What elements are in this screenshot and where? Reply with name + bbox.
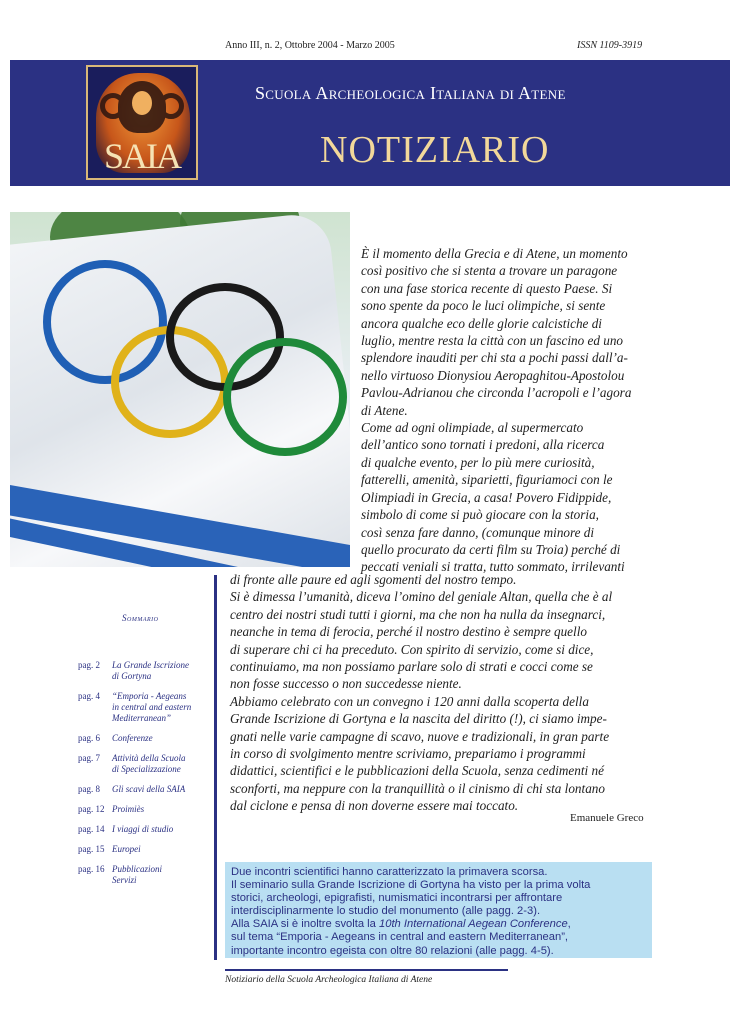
toc-page-number: pag. 8 <box>78 784 100 794</box>
editorial-line: in corso di svolgimento mentre scriviamo, prepariamo i programmi <box>230 746 586 762</box>
toc-title-line: Proimiès <box>112 804 145 814</box>
editorial-line: simbolo di come si può giocare con la storia, <box>361 507 599 523</box>
editorial-body <box>230 571 720 815</box>
toc-title <box>112 691 191 724</box>
toc-title <box>112 753 186 775</box>
toc-page-number: pag. 12 <box>78 804 105 814</box>
toc-title-line: Europei <box>112 844 141 854</box>
toc-item[interactable] <box>78 784 208 795</box>
editorial-line: Si è dimessa l’umanità, diceva l’omino del geniale Altan, quella che è al <box>230 589 613 605</box>
editorial-line: continuiamo, ma non possiamo parlare solo di strati e cocci come se <box>230 659 593 675</box>
toc-item[interactable] <box>78 844 208 855</box>
olympic-rings-icon <box>10 212 350 567</box>
toc-title-line: Pubblicazioni <box>112 864 162 874</box>
toc-title-line: in central and eastern <box>112 702 192 712</box>
highlight-text: Alla SAIA si è inoltre svolta la <box>231 918 379 931</box>
toc-title-line: “Emporia - Aegeans <box>112 691 187 701</box>
toc-page-number: pag. 4 <box>78 691 100 701</box>
toc-title-line: Attività della Scuola <box>112 753 186 763</box>
toc-item[interactable] <box>78 864 208 886</box>
vertical-divider <box>214 575 217 960</box>
toc-item[interactable] <box>78 691 208 724</box>
toc-page-number: pag. 7 <box>78 753 100 763</box>
toc-title-line: di Specializzazione <box>112 764 181 774</box>
editorial-line: quello procurato da certi film su Troia) perché di <box>361 541 621 557</box>
editorial-line: È il momento della Grecia e di Atene, un momento <box>361 246 628 261</box>
author-signature: Emanuele Greco <box>570 812 644 824</box>
toc-page-number: pag. 2 <box>78 660 100 670</box>
olympic-ring-green <box>227 342 343 452</box>
footer-text: Notiziario della Scuola Archeologica Italiana di Atene <box>225 975 433 985</box>
toc-title-line: La Grande Iscrizione <box>112 660 189 670</box>
highlight-line: storici, archeologi, epigrafisti, numismatici incontrarsi per affrontare <box>231 892 563 905</box>
editorial-line: dal ciclone e pensa di non doverne essere mai toccato. <box>230 798 519 814</box>
highlight-line: Due incontri scientifici hanno caratterizzato la primavera scorsa. <box>231 866 548 878</box>
editorial-line: sono spente da poco le luci olimpiche, si sente <box>361 298 606 314</box>
editorial-line: non fosse successo o non succedesse niente. <box>230 676 462 692</box>
logo-text: SAIA <box>103 136 180 176</box>
toc-item[interactable] <box>78 804 208 815</box>
editorial-line: Abbiamo celebrato con un convegno i 120 anni dalla scoperta della <box>230 693 589 709</box>
toc-item[interactable] <box>78 733 208 744</box>
highlight-line <box>231 918 646 931</box>
toc-page-number: pag. 15 <box>78 844 105 854</box>
editorial-line: Grande Iscrizione di Gortyna e la nascita del diritto (!), ci siamo impe- <box>230 711 607 727</box>
olympic-flag-photo <box>10 212 350 567</box>
toc-title-line: Mediterranean” <box>112 713 171 723</box>
editorial-line: di qualche evento, per lo più mere curiosità, <box>361 454 595 470</box>
conference-name: 10th International Aegean Conference <box>379 918 568 931</box>
editorial-line: peccati veniali si tratta, tutto sommato, irrilevanti <box>361 559 625 575</box>
editorial-line: di superare chi ci ha preceduto. Con spirito di servizio, come si dice, <box>230 641 594 657</box>
mask-icon <box>132 91 152 115</box>
issue-line: Anno III, n. 2, Ottobre 2004 - Marzo 2005 <box>225 40 395 51</box>
editorial-line: nello virtuoso Dionysiou Aeropaghitou-Apostolou <box>361 367 625 383</box>
editorial-line: sconforti, ma neppure con la tranquillità o il cinismo di chi sta lontano <box>230 780 605 796</box>
toc-title <box>112 844 141 855</box>
editorial-line: didattici, scientifici e le pubblicazioni della Scuola, senza cedimenti né <box>230 763 604 779</box>
toc-title-line: Servizi <box>112 875 137 885</box>
toc-item[interactable] <box>78 753 208 775</box>
highlight-box <box>225 862 652 958</box>
toc-title <box>112 733 153 744</box>
toc-title-line: Conferenze <box>112 733 153 743</box>
highlight-line: importante incontro egeista con oltre 80 relazioni (alle pagg. 4-5). <box>231 944 554 957</box>
editorial-line: così positivo che si stenta a trovare un paragone <box>361 263 618 279</box>
toc-title-line: Gli scavi della SAIA <box>112 784 186 794</box>
editorial-line: luglio, mentre resta la città con un fascino ed uno <box>361 333 624 349</box>
editorial-column <box>361 245 721 576</box>
toc-title-line: I viaggi di studio <box>112 824 174 834</box>
sommario-title: Sommario <box>122 613 159 623</box>
editorial-line: neanche in tema di ferocia, perché il nostro destino è sempre quello <box>230 624 587 640</box>
editorial-line: splendore inauditi per chi sta a pochi passi dall’a- <box>361 350 628 366</box>
toc-page-number: pag. 14 <box>78 824 105 834</box>
toc-title <box>112 804 144 815</box>
editorial-line: gnati nelle varie campagne di scavo, nuove e tradizionali, in gran parte <box>230 728 610 744</box>
editorial-line: Come ad ogni olimpiade, al supermercato <box>361 420 584 436</box>
editorial-line: centro dei nostri studi tutti i giorni, ma che non ha nulla da insegnarci, <box>230 606 606 622</box>
editorial-line: dell’antico sono tornati i predoni, alla ricerca <box>361 437 605 453</box>
newsletter-title: NOTIZIARIO <box>320 129 550 171</box>
toc-title <box>112 784 185 795</box>
highlight-text: , <box>567 918 571 931</box>
toc-page-number: pag. 6 <box>78 733 100 743</box>
editorial-line: Pavlou-Adrianou che circonda l’acropoli e l’agora <box>361 385 632 401</box>
toc-title <box>112 864 162 886</box>
highlight-line: sul tema “Emporia - Aegeans in central and eastern Mediterranean”, <box>231 931 569 944</box>
issn-number: ISSN 1109-3919 <box>577 40 643 51</box>
toc-title <box>112 824 173 835</box>
table-of-contents <box>78 660 208 895</box>
highlight-line: interdisciplinarmente lo studio del monumento (alle pagg. 2-3). <box>231 905 541 918</box>
editorial-line: Olimpiadi in Grecia, a casa! Povero Fidippide, <box>361 489 612 505</box>
editorial-line: di Atene. <box>361 402 408 418</box>
toc-item[interactable] <box>78 824 208 835</box>
footer-rule <box>225 969 508 971</box>
toc-title <box>112 660 189 682</box>
editorial-line: così senza fare danno, (comunque minore di <box>361 524 595 540</box>
highlight-line: Il seminario sulla Grande Iscrizione di Gortyna ha visto per la prima volta <box>231 879 591 892</box>
editorial-line: ancora qualche eco delle glorie calcistiche di <box>361 315 602 331</box>
toc-title-line: di Gortyna <box>112 671 152 681</box>
toc-item[interactable] <box>78 660 208 682</box>
editorial-line: con una fase storica recente di questo Paese. Si <box>361 280 613 296</box>
saia-logo <box>86 65 198 180</box>
school-name: Scuola Archeologica Italiana di Atene <box>255 83 566 103</box>
toc-page-number: pag. 16 <box>78 864 105 874</box>
olympic-ring-blue <box>47 264 163 380</box>
editorial-line: fatterelli, amenità, siparietti, figuriamoci con le <box>361 472 613 488</box>
editorial-line: di fronte alle paure ed agli sgomenti del nostro tempo. <box>230 572 517 587</box>
